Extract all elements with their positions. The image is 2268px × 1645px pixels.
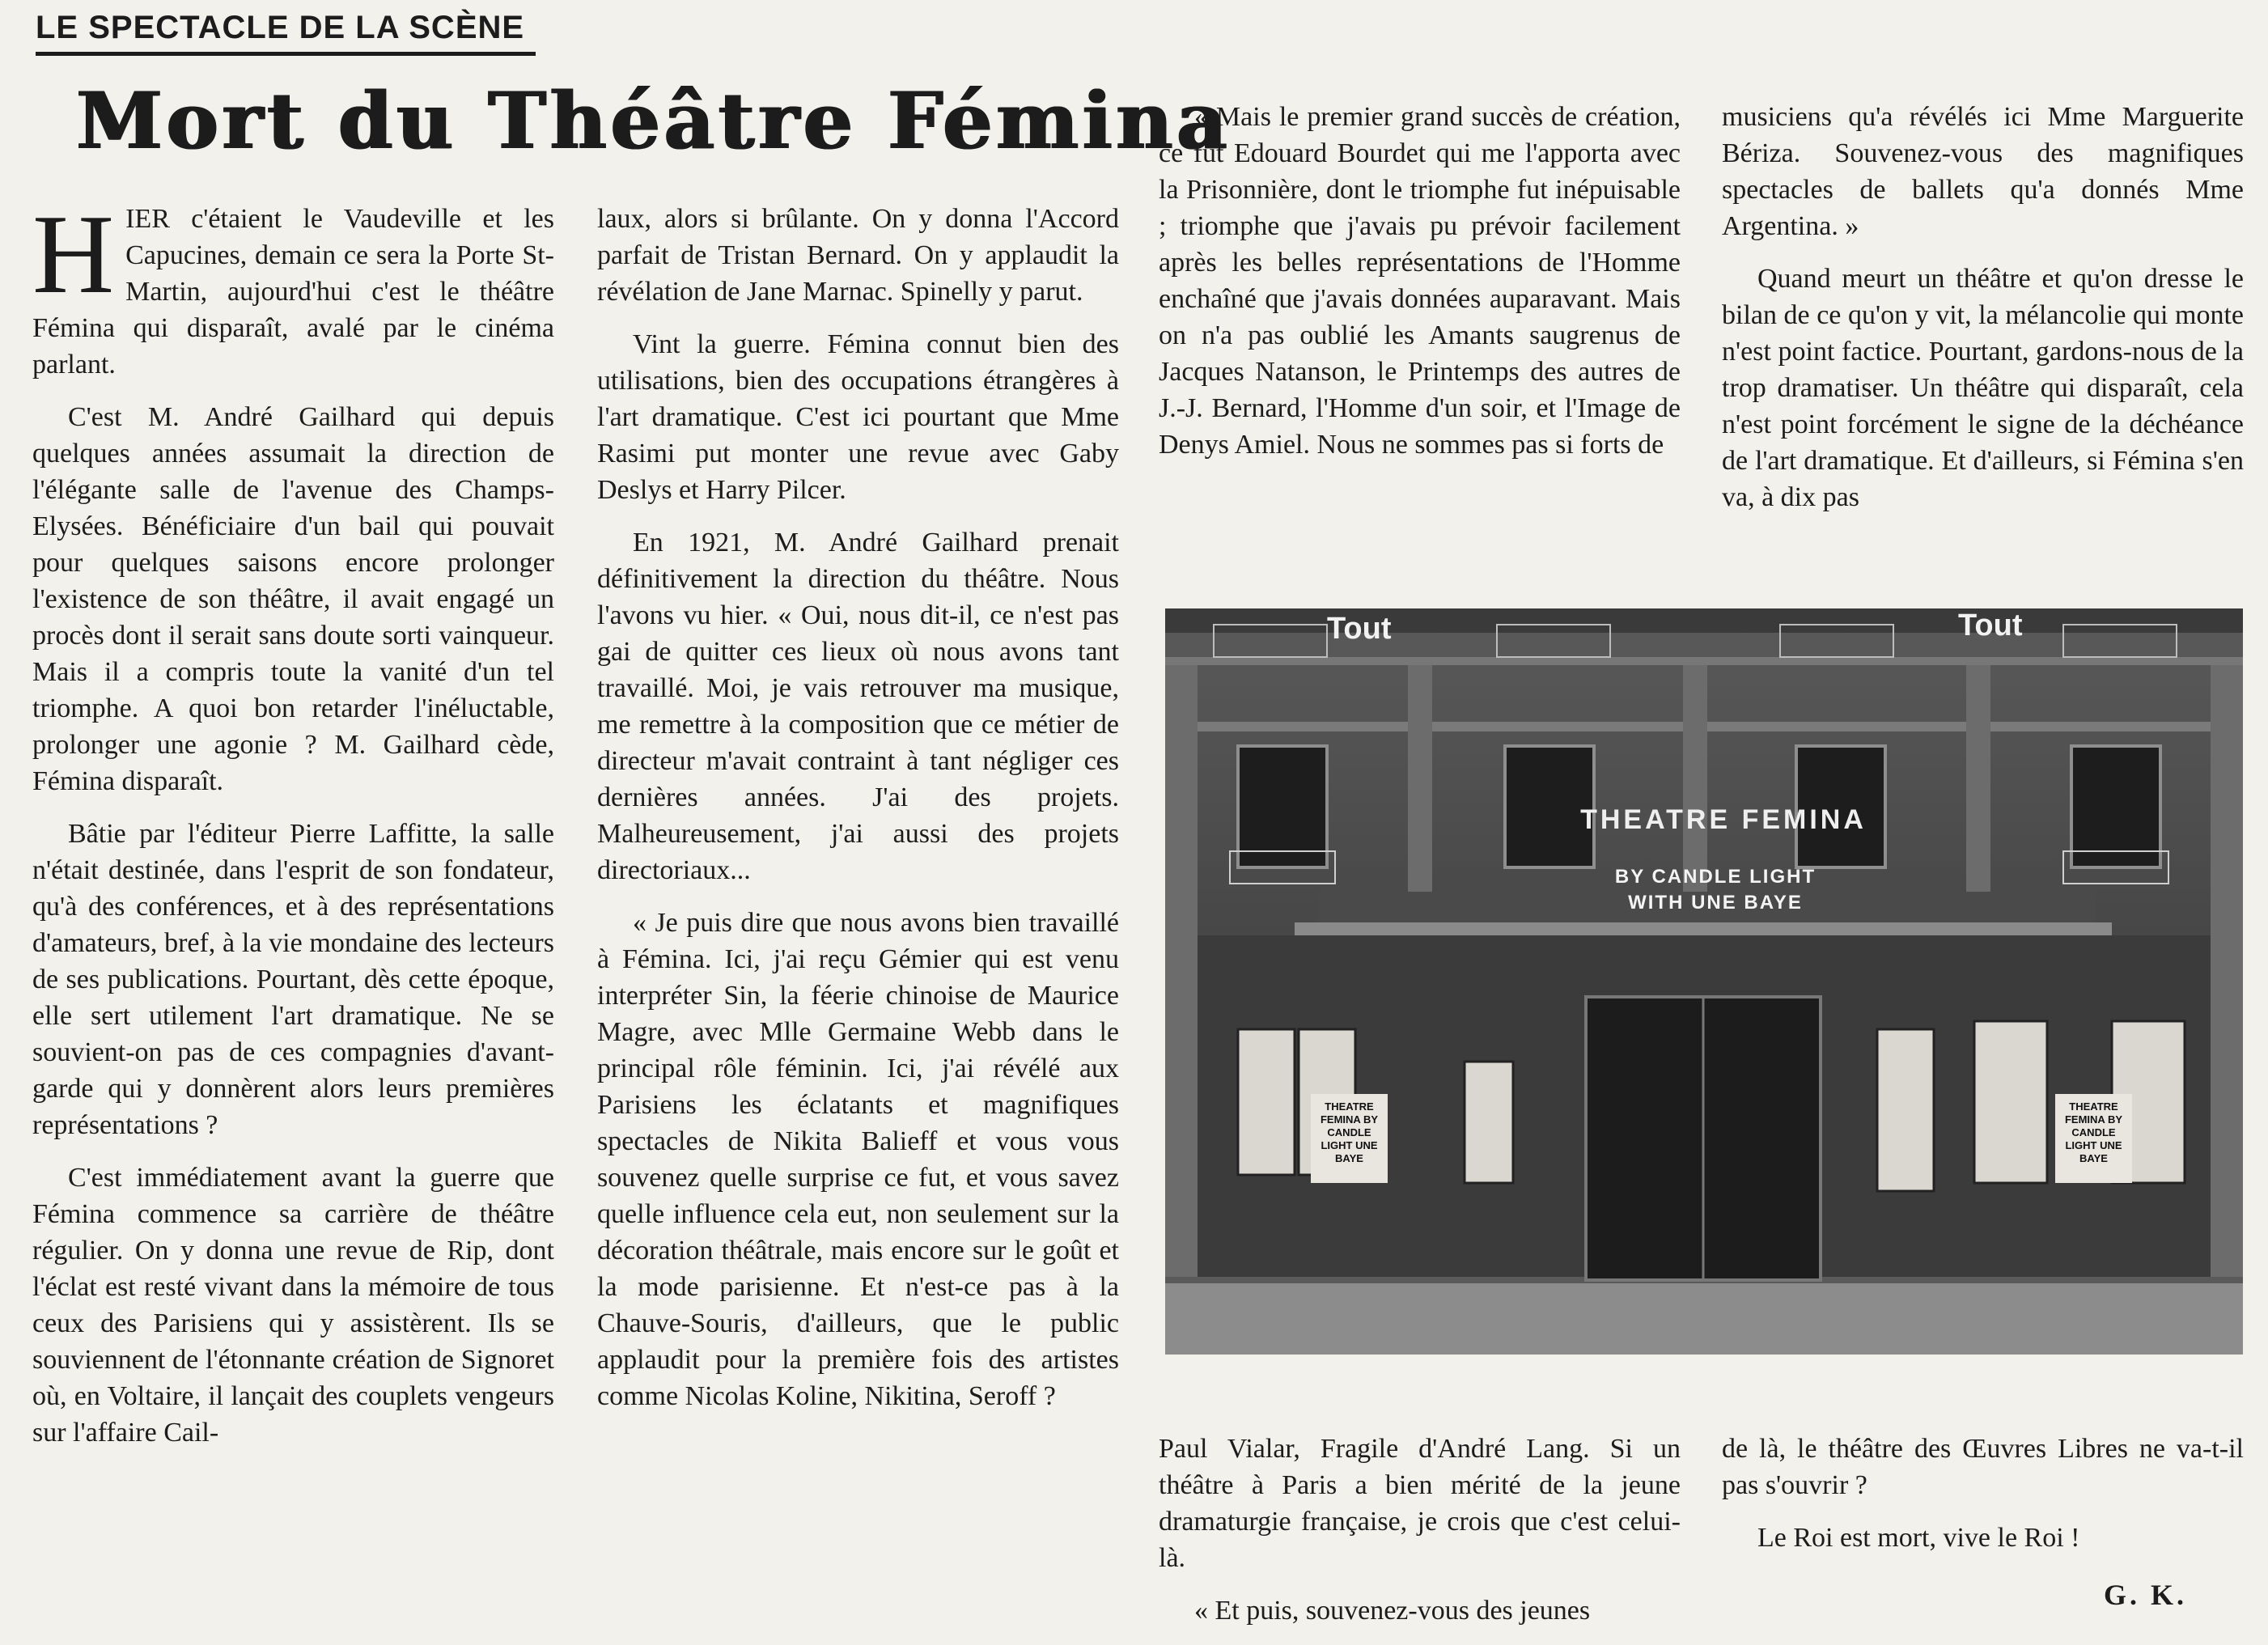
paragraph: HIER c'étaient le Vaudeville et les Capucines, demain ce sera la Porte St-Martin, aujourd'hui c'est le théâtre Fémina qui disparaît, avalé par le cinéma parlant.: [32, 192, 554, 379]
paragraph: « Et puis, souvenez-vous des jeunes: [1194, 1596, 1591, 1626]
paragraph: Paul Vialar, Fragile d'André Lang. Si un théâtre à Paris a bien mérité de la jeune dramaturgie française, je crois que c'est celui-là.: [1159, 1434, 1681, 1573]
paragraph: Le Roi est mort, vive le Roi !: [1757, 1523, 2080, 1553]
column-3-bottom: [1159, 1431, 1681, 1645]
paragraph: C'est immédiatement avant la guerre que Fémina commence sa carrière de théâtre régulier. On y donna une revue de Rip, dont l'éclat est resté vivant dans la mémoire de tous ceux des Parisiens qui y assistèrent. Ils se souviennent de l'étonnante création de Signoret où, en Voltaire, il lançait des couplets vengeurs sur l'affaire Cail-: [32, 1163, 554, 1448]
author-signature: G. K.: [2104, 1579, 2188, 1611]
drop-cap: H: [32, 192, 115, 317]
paragraph: « Je puis dire que nous avons bien travaillé à Fémina. Ici, j'ai reçu Gémier qui est venu interpréter Sin, la féerie chinoise de Maurice Magre, avec Mlle Germaine Webb dans le principal rôle féminin. Ici, j'ai révélé aux Parisiens les éclatants et magnifiques spectacles de Nikita Balieff et vous vous souvenez quelle surprise ce fut, et vous savez quelle influence cela eut, non seulement sur la décoration théâtrale, mais encore sur le goût et la mode parisienne. Et n'est-ce pas à la Chauve-Souris, d'ailleurs, que le public applaudit pour la première fois des artistes comme Nicolas Koline, Nikitina, Seroff ?: [597, 908, 1119, 1411]
paragraph: de là, le théâtre des Œuvres Libres ne va-t-il pas s'ouvrir ?: [1722, 1434, 2244, 1500]
rubric-underline: [36, 52, 536, 56]
paragraph: musiciens qu'a révélés ici Mme Marguerite Bériza. Souvenez-vous des magnifiques spectacles de ballets qu'a donnés Mme Argentina. »: [1722, 102, 2244, 241]
paragraph: En 1921, M. André Gailhard prenait définitivement la direction du théâtre. Nous l'avons vu hier. « Oui, nous dit-il, ce n'est pas gai de quitter ces lieux où nous avons tant travaillé. Moi, je vais retrouver ma musique, me remettre à la composition que ce métier de directeur m'avait contraint à tant négliger ces dernières années. J'ai des projets. Malheureusement, j'ai aussi des projets directoriaux...: [597, 528, 1119, 885]
paragraph: Vint la guerre. Fémina connut bien des utilisations, bien des occupations étrangères à l'art dramatique. C'est ici pourtant que Mme Rasimi put monter une revue avec Gaby Deslys et Harry Pilcer.: [597, 329, 1119, 505]
column-4: [1722, 99, 2244, 532]
theatre-facade-photo: [1165, 608, 2243, 1355]
paragraph: C'est M. André Gailhard qui depuis quelques années assumait la direction de l'élégante salle de l'avenue des Champs-Elysées. Bénéficiaire d'un bail qui pouvait pour quelques saisons encore prolonger l'existence de son théâtre, il avait engagé un procès dont il serait sans doute sorti vainqueur. Mais il a compris toute la vanité d'un tel triomphe. A quoi bon retarder l'inéluctable, prolonger une agonie ? M. Gailhard cède, Fémina disparaît.: [32, 402, 554, 796]
column-2: [597, 201, 1119, 1431]
marquee-line-2: WITH UNE BAYE: [1628, 892, 1803, 914]
paragraph: Bâtie par l'éditeur Pierre Laffitte, la salle n'était destinée, dans l'esprit de son fondateur, qu'à des conférences, et à des représentations d'amateurs, bref, à la vie mondaine des lecteurs de ses publications. Pourtant, dès cette époque, elle sert utilement l'art dramatique. Ne se souvient-on pas de ces compagnies d'avant-garde qui y donnèrent alors leurs premières représentations ?: [32, 819, 554, 1140]
paragraph: Quand meurt un théâtre et qu'on dresse le bilan de ce qu'on y vit, la mélancolie qui monte n'est point factice. Pourtant, gardons-nous de la trop dramatiser. Un théâtre qui disparaît, cela n'est point forcément le signe de la déchéance de l'art dramatique. Et d'ailleurs, si Fémina s'en va, à dix pas: [1722, 264, 2244, 512]
roof-sign-left: Tout: [1327, 612, 1392, 646]
section-rubric: LE SPECTACLE DE LA SCÈNE: [36, 10, 525, 45]
column-3: [1159, 99, 1681, 479]
article-headline: Mort du Théâtre Fémina: [76, 75, 1231, 167]
column-1: [32, 192, 554, 1467]
marquee-line-1: BY CANDLE LIGHT: [1614, 866, 1817, 888]
paragraph: « Mais le premier grand succès de création, ce fut Edouard Bourdet qui me l'apporta avec la Prisonnière, dont le triomphe fut inépuisable ; triomphe que j'avais pu prévoir facilement après les belles représentations de l'Homme enchaîné que j'avais données auparavant. Mais on n'a pas oublié les Amants saugrenus de Jacques Natanson, le Printemps des autres de J.-J. Bernard, l'Homme d'un soir, et l'Image de Denys Amiel. Nous ne sommes pas si forts de: [1159, 102, 1681, 460]
roof-sign-right: Tout: [1958, 608, 2023, 642]
column-4-bottom: [1722, 1431, 2244, 1572]
theatre-poster: THEATRE FEMINA BY CANDLE LIGHT UNE BAYE: [2055, 1094, 2132, 1183]
facade-illustration: [1165, 608, 2243, 1355]
theatre-poster: THEATRE FEMINA BY CANDLE LIGHT UNE BAYE: [1311, 1094, 1388, 1183]
theatre-sign: THEATRE FEMINA: [1580, 804, 1867, 835]
paragraph: laux, alors si brûlante. On y donna l'Accord parfait de Tristan Bernard. On y applaudit la révélation de Jane Marnac. Spinelly y parut.: [597, 204, 1119, 307]
